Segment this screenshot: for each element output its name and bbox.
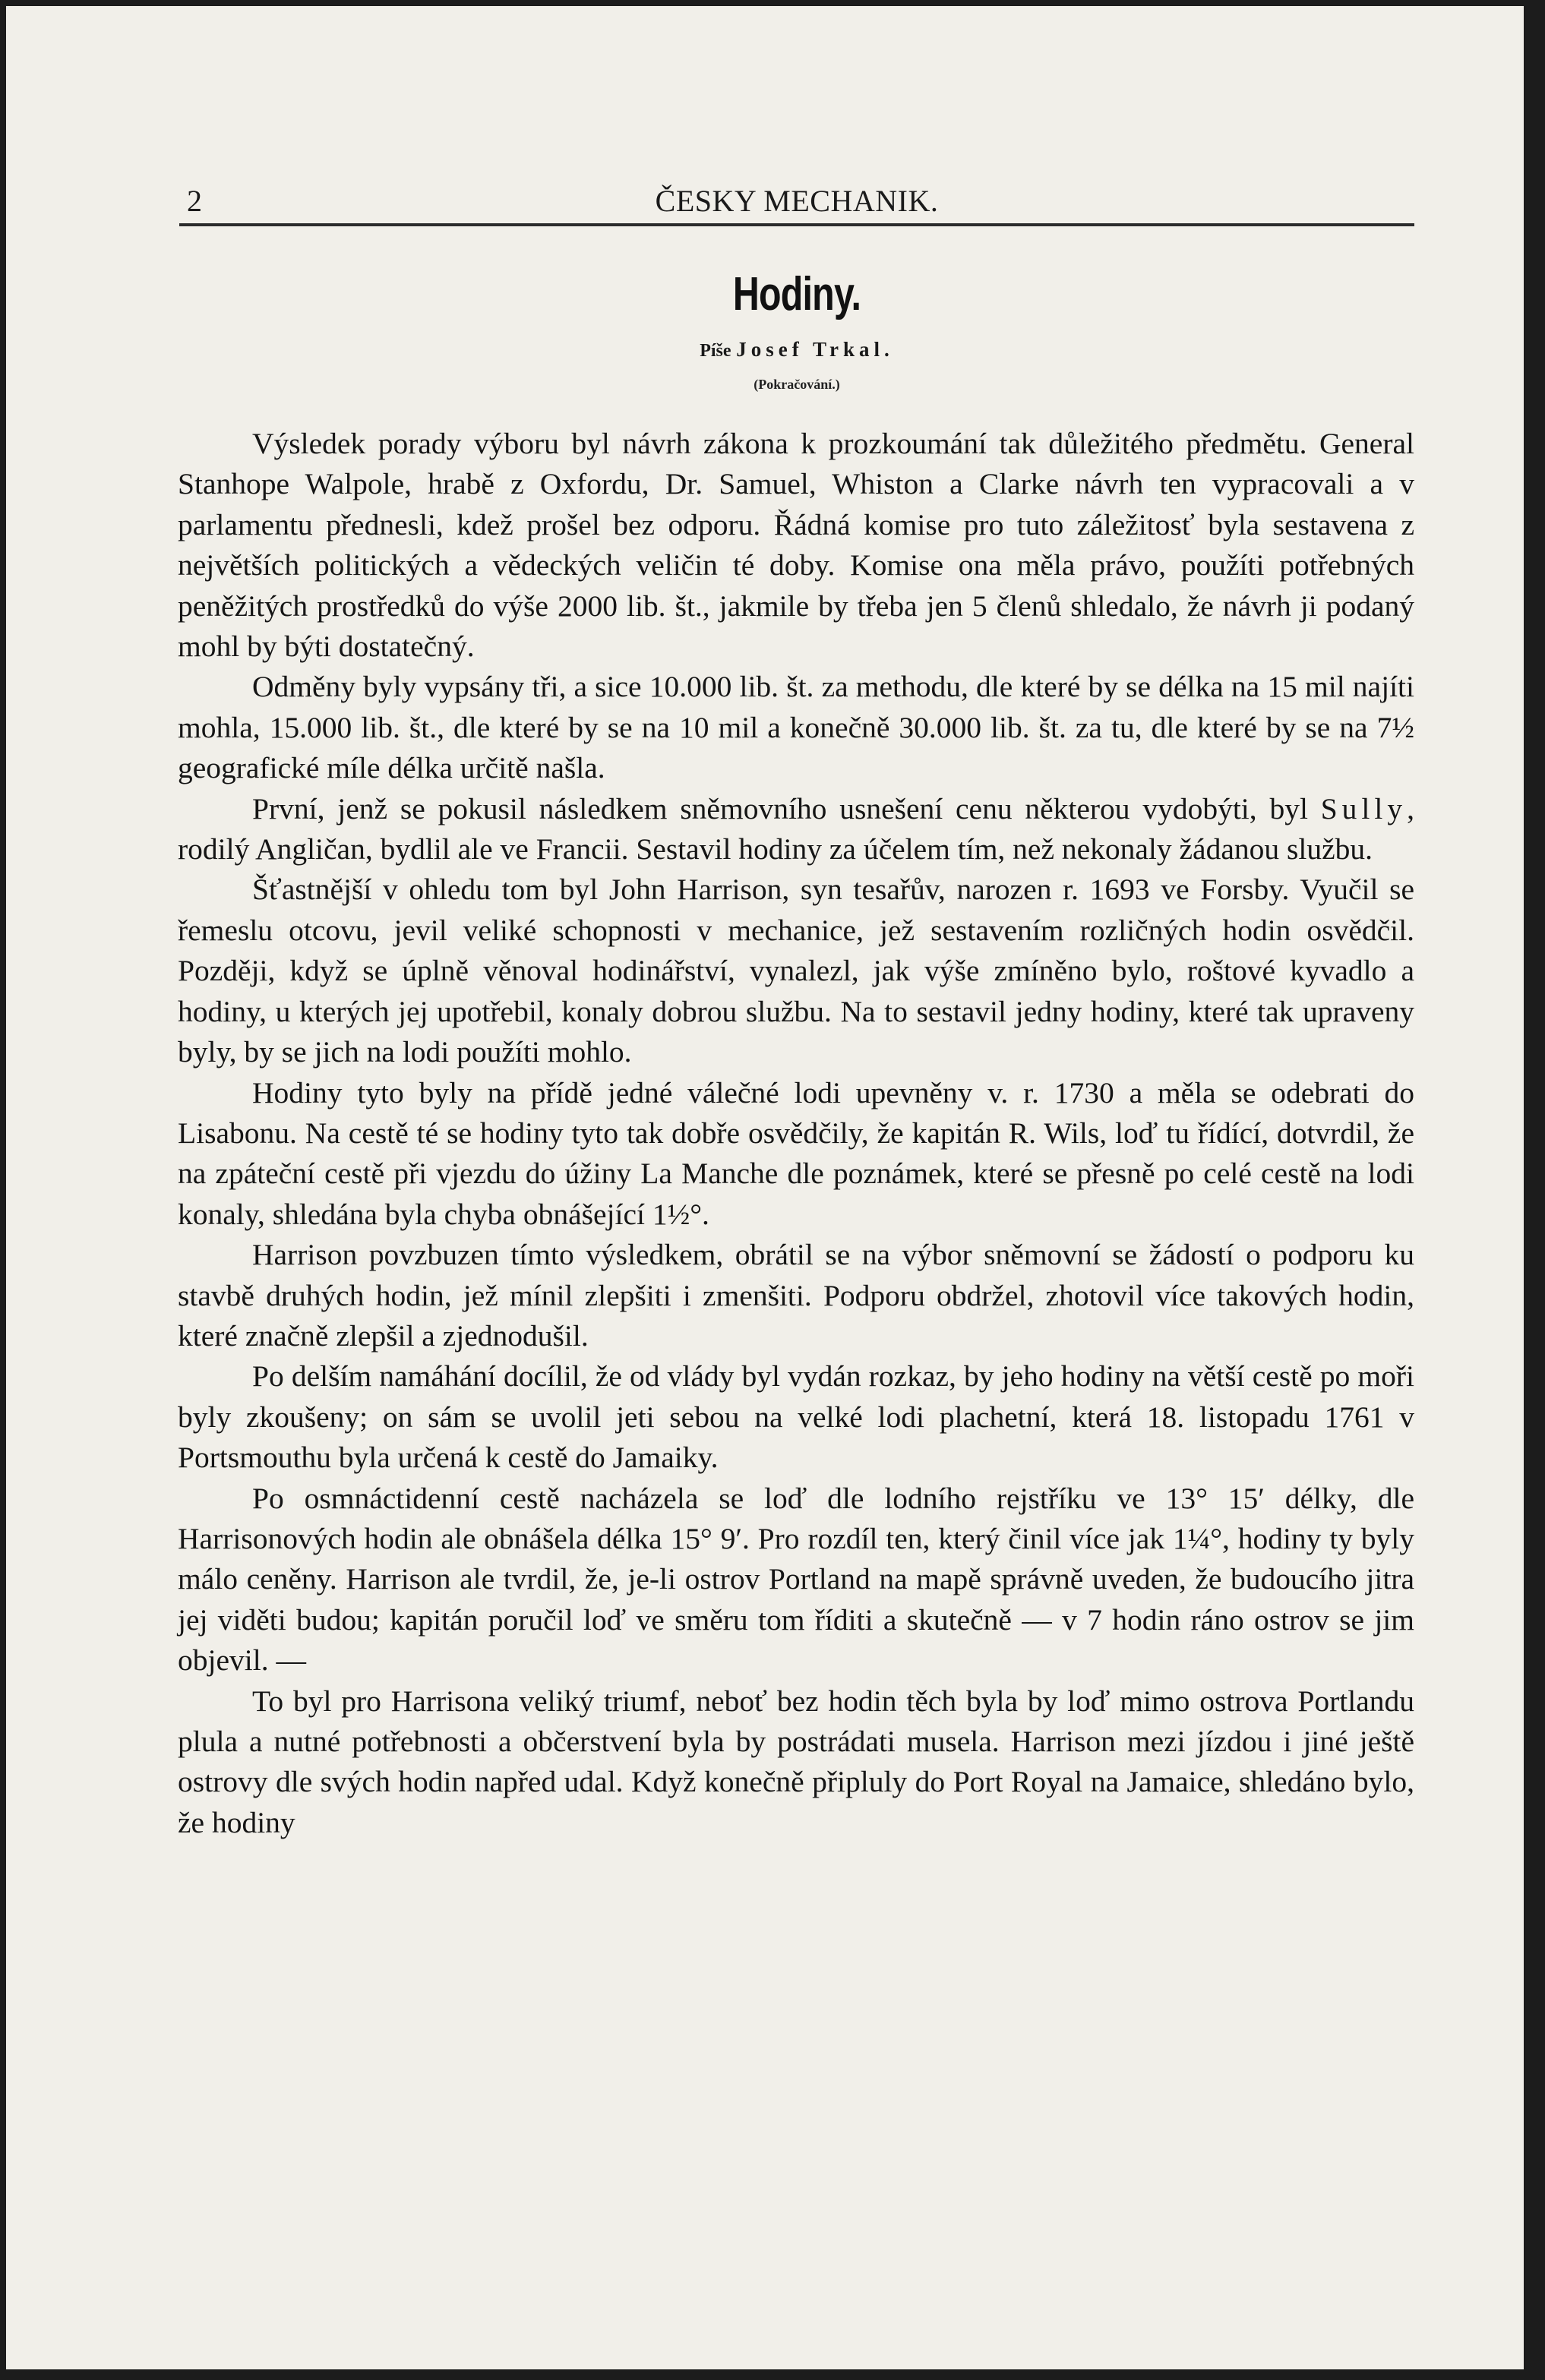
- paragraph: Odměny byly vypsány tři, a sice 10.000 lib. št. za methodu, dle které by se délka na 15 mil najíti mohla, 15.000 lib. št., dle které by se na 10 mil a konečně 30.000 lib. št. za tu, dle které by se na 7½ geografické míle délka určitě našla.: [178, 670, 1414, 785]
- paragraph: Výsledek porady výboru byl návrh zákona k prozkoumání tak důležitého předmětu. General Stanhope Walpole, hrabě z Oxfordu, Dr. Samuel, Whiston a Clarke návrh ten vypracovali a v parlamentu přednesli, kdež prošel bez odporu. Řádná komise pro tuto záležitosť byla sestavena z největších politických a vědeckých veličin té doby. Komise ona měla právo, použíti potřebných peněžitých prostředků do výše 2000 lib. št., jakmile by třeba jen 5 členů shledalo, že návrh ji podaný mohl by býti dostatečný.: [178, 427, 1414, 664]
- paragraph: Hodiny tyto byly na přídě jedné válečné lodi upevněny v. r. 1730 a měla se odebrati do Lisabonu. Na cestě té se hodiny tyto tak dobře osvědčily, že kapitán R. Wils, loď tu řídící, dotvrdil, že na zpáteční cestě při vjezdu do úžiny La Manche dle poznámek, které se přesně po celé cestě na lodi konaly, shledána byla chyba obnášející 1½°.: [178, 1075, 1414, 1231]
- paragraph: Po delším namáhání docílil, že od vlády byl vydán rozkaz, by jeho hodiny na větší cestě po moři byly zkoušeny; on sám se uvolil jeti sebou na velké lodi plachetní, která 18. listopadu 1761 v Portsmouthu byla určená k cestě do Jamaiky.: [178, 1359, 1414, 1475]
- page-number: 2: [187, 184, 202, 218]
- article-body: [178, 424, 1414, 1843]
- running-title: ČESKY MECHANIK.: [655, 184, 939, 218]
- article-title: Hodiny.: [732, 268, 861, 320]
- paragraph: Šťastnější v ohledu tom byl John Harrison, syn tesařův, narozen r. 1693 ve Forsby. Vyučil se řemeslu otcovu, jevil veliké schopnosti v mechanice, jež sestavením rozličných hodin osvědčil. Později, když se úplně věnoval hodinářství, vynalezl, jak výše zmíněno bylo, roštové kyvadlo a hodiny, u kterých jej upotřebil, konaly dobrou službu. Na to sestavil jedny hodiny, které tak upraveny byly, by se jich na lodi použíti mohlo.: [178, 873, 1414, 1069]
- author-name: Josef Trkal.: [736, 338, 894, 361]
- continued-note: (Pokračování.): [754, 377, 840, 392]
- paragraph: To byl pro Harrisona veliký triumf, neboť bez hodin těch byla by loď mimo ostrova Portlandu plula a nutné potřebnosti a občerstvení byla by postrádati musela. Harrison mezi jízdou i jiné ještě ostrovy dle svých hodin napřed udal. Když konečně připluly do Port Royal na Jamaice, shledáno bylo, že hodiny: [178, 1684, 1414, 1839]
- paragraph: Harrison povzbuzen tímto výsledkem, obrátil se na výbor sněmovní se žádostí o podporu ku stavbě druhých hodin, jež mínil zlepšiti i zmenšiti. Podporu obdržel, zhotovil více takových hodin, které značně zlepšil a zjednodušil.: [178, 1238, 1414, 1353]
- header-rule: [179, 223, 1414, 226]
- emphasized-name: Sully: [1320, 791, 1408, 825]
- page: [6, 6, 1524, 2369]
- author-prefix: Píše: [700, 341, 731, 361]
- running-header: [179, 183, 1414, 223]
- paragraph: Po osmnáctidenní cestě nacházela se loď dle lodního rejstříku ve 13° 15′ délky, dle Harrisonových hodin ale obnášela délka 15° 9′. Pro rozdíl ten, který činil více jak 1¼°, hodiny ty byly málo ceněny. Harrison ale tvrdil, že, je-li ostrov Portland na mapě správně uveden, že budoucího jitra jej viděti budou; kapitán poručil loď ve směru tom říditi a skutečně — v 7 hodin ráno ostrov se jim objevil. —: [178, 1481, 1414, 1678]
- paragraph: [178, 789, 1414, 870]
- paragraph-text: , rodilý Angličan, bydlil ale ve Francii. Sestavil hodiny za účelem tím, než nekonaly žádanou službu.: [178, 791, 1414, 866]
- author-line: [179, 338, 1414, 361]
- paragraph-text: První, jenž se pokusil následkem sněmovního usnešení cenu některou vydobýti, byl: [252, 791, 1321, 825]
